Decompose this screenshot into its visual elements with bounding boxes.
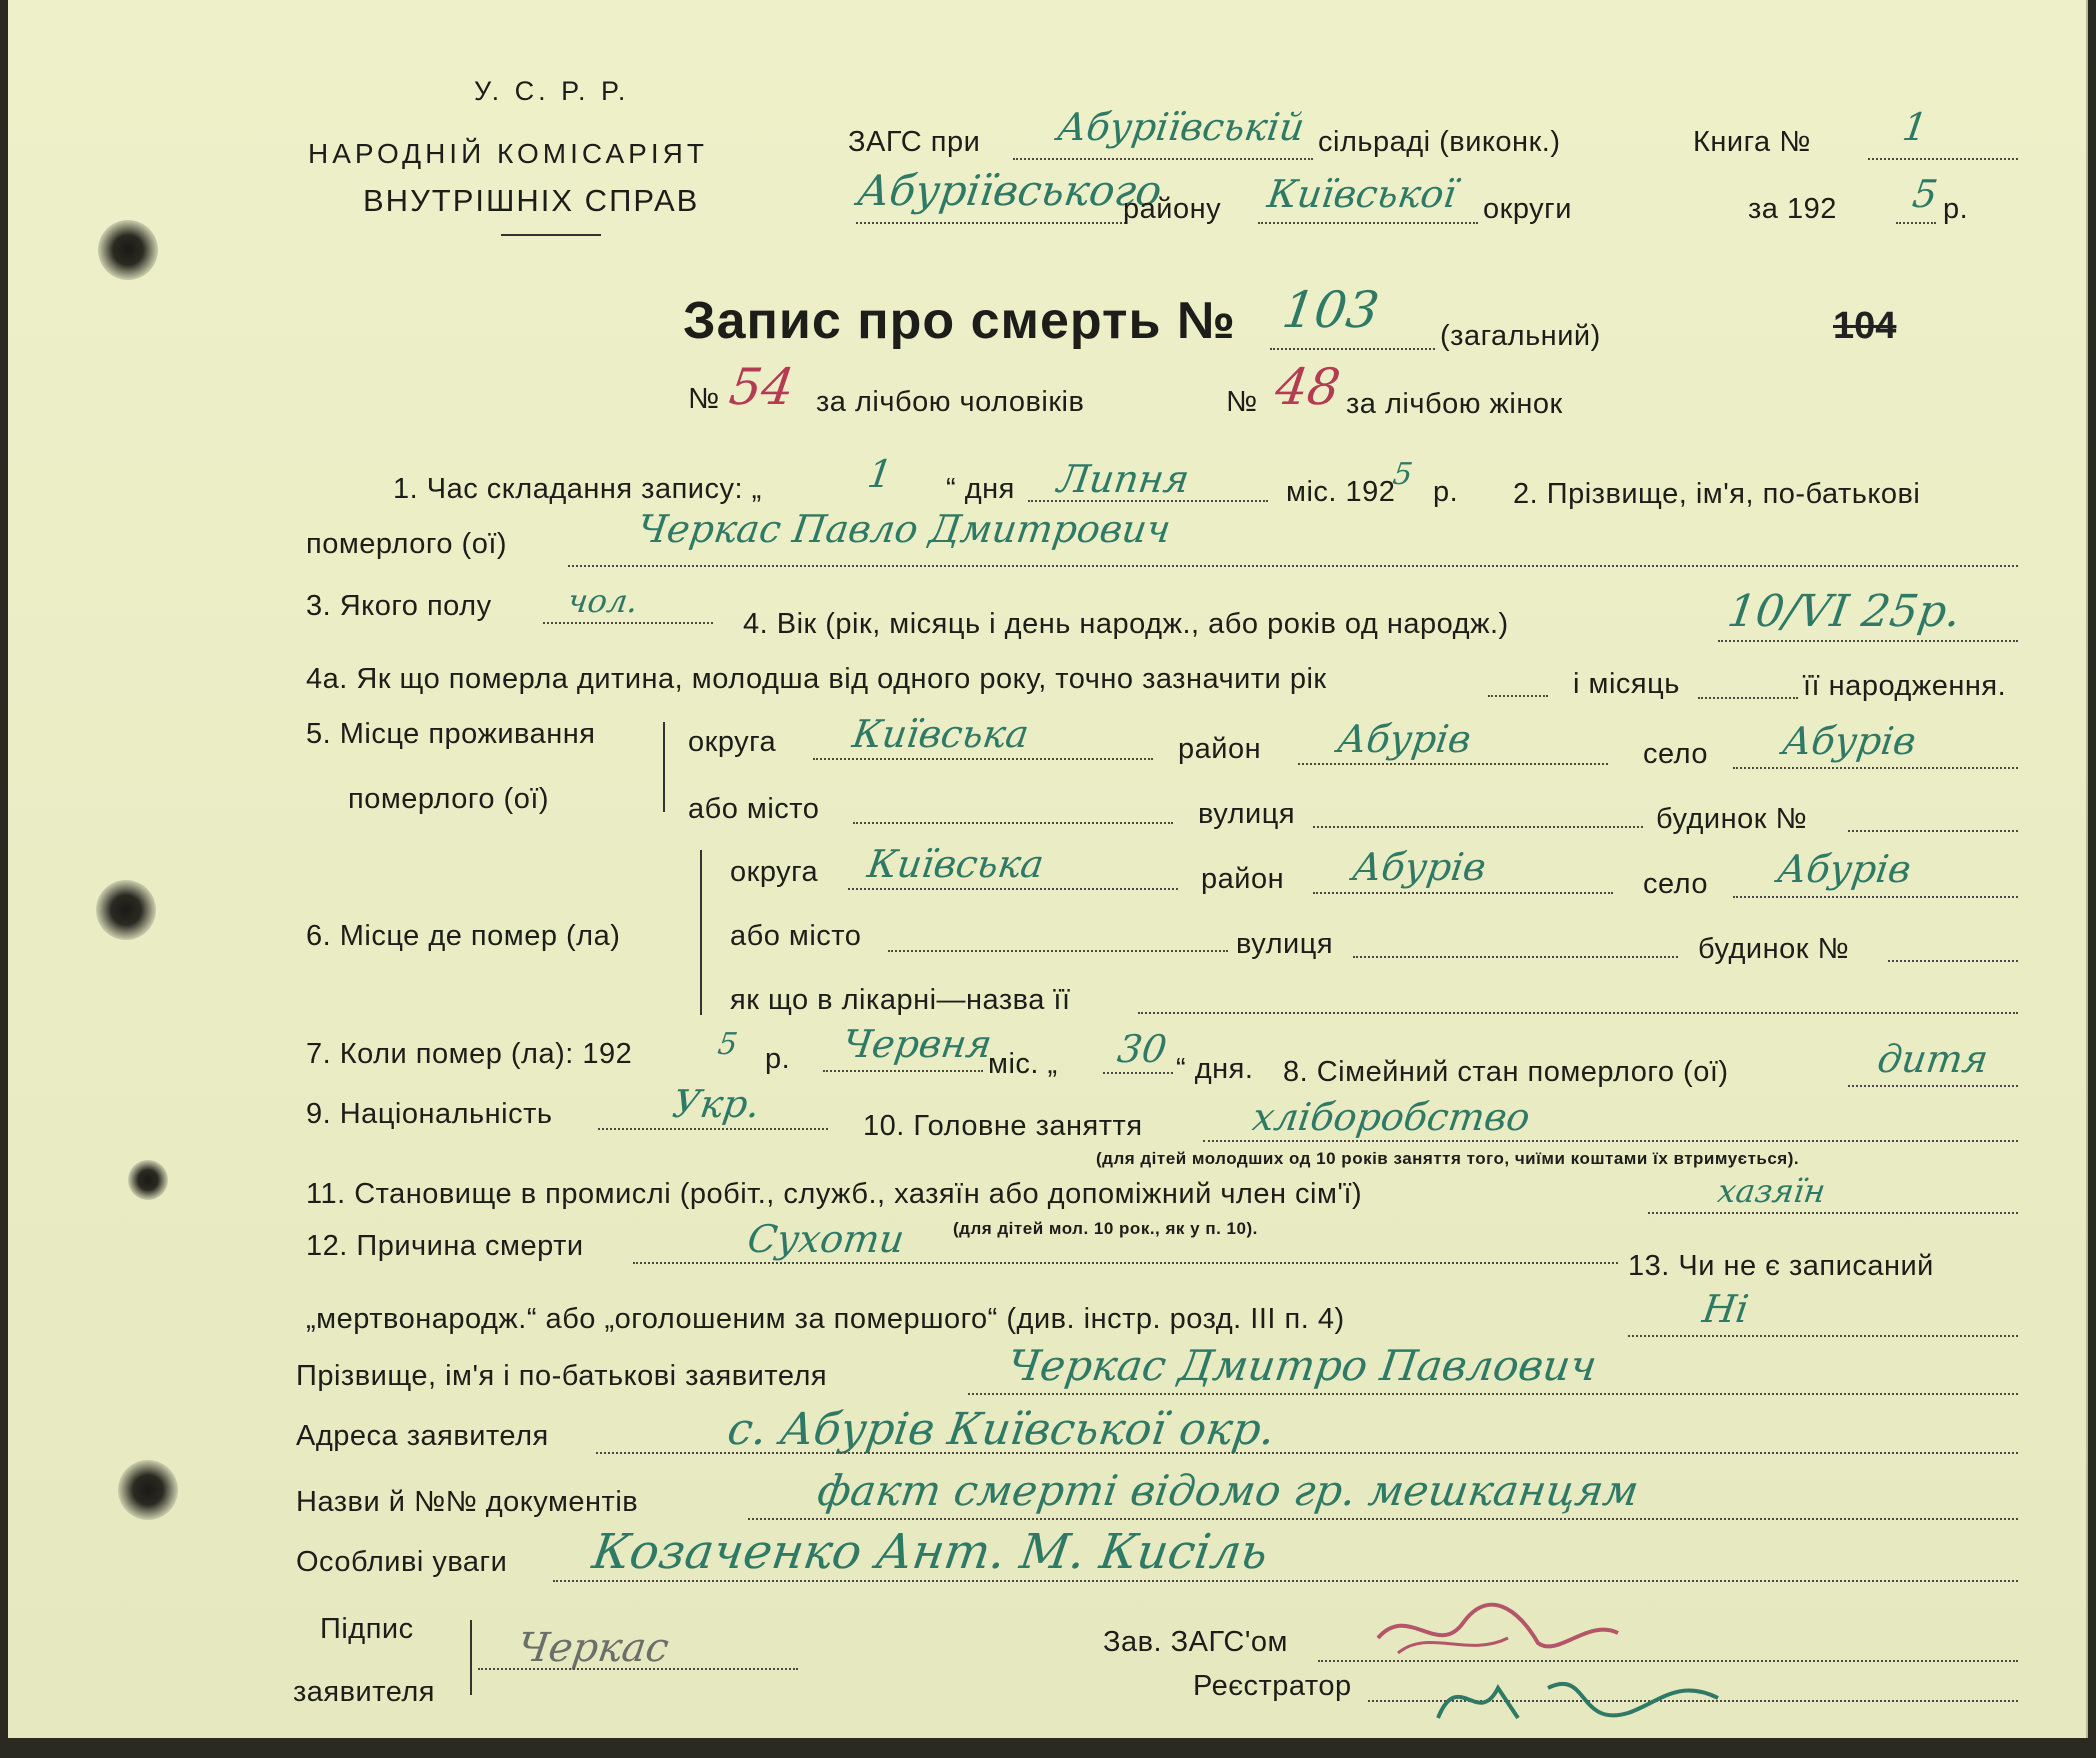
- ministry-line1: НАРОДНІЙ КОМІСАРІЯТ: [308, 138, 708, 169]
- f6-raion: Абурів: [1349, 845, 1489, 889]
- f10-value: хліборобство: [1249, 1095, 1533, 1139]
- f5-label2: померлого (ої): [348, 783, 550, 815]
- registrar-signature: [1428, 1658, 1728, 1738]
- f5-bud-line: [1848, 830, 2018, 832]
- f4-label: 4. Вік (рік, місяць і день народж., або років од народж.): [743, 608, 1509, 640]
- f6-vul-line: [1353, 956, 1678, 958]
- record-title: Запис про смерть №: [683, 292, 1236, 350]
- sign-value: Черкас: [514, 1625, 672, 1671]
- f1-day: 1: [864, 452, 896, 496]
- f2-label: 2. Прізвище, ім'я, по-батькові: [1513, 478, 1921, 510]
- header-divider: [501, 234, 601, 236]
- record-number-line: [1270, 348, 1435, 350]
- f3-line: [543, 622, 713, 624]
- applicant-value: Черкас Дмитро Павлович: [1004, 1341, 1600, 1390]
- f5-bud-label: будинок №: [1656, 803, 1808, 835]
- general-label: (загальний): [1440, 320, 1601, 352]
- f6-bud-line: [1888, 960, 2018, 962]
- zags-value: Абуріївській: [1054, 105, 1308, 149]
- raion-label: району: [1123, 193, 1222, 225]
- book-line: [1868, 158, 2018, 160]
- republic-label: У. С. Р. Р.: [474, 76, 630, 106]
- f12-line: [633, 1262, 1618, 1264]
- f4a-month: і місяць: [1573, 668, 1680, 700]
- f5-okruha-label: округа: [688, 726, 777, 758]
- f2-line: [568, 565, 2018, 567]
- f7-day-suffix: “ дня.: [1176, 1053, 1254, 1085]
- f6-misto-label: або місто: [730, 920, 862, 952]
- f6-bracket: [700, 850, 702, 1015]
- docs-value: факт смерті відомо гр. мешканцям: [814, 1466, 1642, 1515]
- f4-line: [1718, 640, 2018, 642]
- head-label: Зав. ЗАГС'ом: [1103, 1626, 1288, 1658]
- f9-value: Укр.: [669, 1082, 763, 1126]
- book-label: Книга №: [1693, 126, 1811, 158]
- silradi-label: сільраді (виконк.): [1318, 126, 1561, 158]
- f6-vul-label: вулиця: [1236, 928, 1334, 960]
- address-line: [596, 1452, 2018, 1454]
- f4a-month-line: [1698, 697, 1798, 699]
- f13-value: Ні: [1699, 1287, 1752, 1331]
- f6-okruha-label: округа: [730, 856, 819, 888]
- sign-label2: заявителя: [293, 1676, 435, 1708]
- f6-misto-line: [888, 950, 1228, 952]
- f5-label: 5. Місце проживання: [306, 718, 596, 750]
- f7-day: 30: [1114, 1027, 1170, 1071]
- f6-selo-line: [1733, 896, 2018, 898]
- f5-raion: Абурів: [1334, 717, 1474, 761]
- f7-month: Червня: [839, 1022, 995, 1066]
- sign-label1: Підпис: [320, 1613, 414, 1645]
- f6-bud-label: будинок №: [1698, 933, 1850, 965]
- book-value: 1: [1899, 105, 1931, 149]
- f1-month: Липня: [1054, 457, 1192, 501]
- f1-year: 5: [1390, 457, 1415, 492]
- okruhy-label: округи: [1483, 193, 1572, 225]
- f12-label: 12. Причина смерти: [306, 1230, 584, 1262]
- f1-year-suffix: р.: [1433, 476, 1459, 508]
- f11-label: 11. Становище в промислі (робіт., служб., хазяїн або допоміжний член сім'ї): [306, 1178, 1363, 1210]
- f5-vul-label: вулиця: [1198, 798, 1296, 830]
- year-label: за 192: [1748, 193, 1837, 225]
- men-number: 54: [725, 358, 798, 416]
- notes-line: [553, 1580, 2018, 1582]
- applicant-label: Прізвище, ім'я і по-батькові заявителя: [296, 1360, 828, 1392]
- ministry-line2: ВНУТРІШНІХ СПРАВ: [363, 183, 700, 218]
- f1-month-line: [1028, 500, 1268, 502]
- f9-line: [598, 1128, 828, 1130]
- year-suffix: р.: [1943, 193, 1969, 225]
- f9-label: 9. Національність: [306, 1098, 553, 1130]
- f1-year-label: міс. 192: [1286, 476, 1396, 508]
- f5-raion-line: [1298, 763, 1608, 765]
- death-record-form: [8, 0, 2088, 1738]
- address-value: с. Абурів Київської окр.: [724, 1404, 1279, 1455]
- f7-month-line: [823, 1070, 983, 1072]
- f13-line: [1628, 1335, 2018, 1337]
- f6-okruha-line: [848, 888, 1178, 890]
- f5-bracket: [663, 722, 665, 812]
- f2-label2: померлого (ої): [306, 528, 508, 560]
- f6-selo: Абурів: [1774, 847, 1914, 891]
- docs-line: [748, 1518, 2018, 1520]
- women-prefix: №: [1226, 386, 1258, 418]
- f5-okruha: Київська: [849, 712, 1032, 756]
- f7-r: р.: [765, 1043, 791, 1075]
- f6-label: 6. Місце де помер (ла): [306, 920, 621, 952]
- registrar-label: Реєстратор: [1193, 1670, 1352, 1702]
- f5-misto-label: або місто: [688, 793, 820, 825]
- f5-selo: Абурів: [1779, 719, 1919, 763]
- f7-year: 5: [715, 1027, 740, 1062]
- f7-mis: міс. „: [988, 1048, 1058, 1080]
- notes-value: Козаченко Ант. М. Кисіль: [589, 1524, 1272, 1580]
- okruha-value: Київської: [1264, 172, 1459, 216]
- punch-hole: [128, 1160, 168, 1200]
- f2-value: Черкас Павло Дмитрович: [634, 507, 1174, 551]
- women-label: за лічбою жінок: [1346, 388, 1563, 420]
- f10-line: [1203, 1140, 2018, 1142]
- f11-note: (для дітей мол. 10 рок., як у п. 10).: [953, 1219, 1258, 1238]
- f6-hosp-label: як що в лікарні—назва її: [730, 984, 1071, 1016]
- punch-hole: [118, 1460, 178, 1520]
- f5-selo-line: [1733, 767, 2018, 769]
- zags-line: [1013, 158, 1313, 160]
- f4a-label: 4а. Як що померла дитина, молодша від одного року, точно зазначити рік: [306, 663, 1327, 695]
- men-label: за лічбою чоловіків: [816, 386, 1085, 418]
- f3-value: чол.: [565, 582, 641, 620]
- record-number: 103: [1278, 281, 1383, 339]
- f7-day-line: [1103, 1072, 1173, 1074]
- f13-label2: „мертвонародж.“ або „оголошеним за помершого“ (див. інстр. розд. III п. 4): [306, 1303, 1345, 1335]
- struck-number: 104: [1833, 305, 1897, 347]
- f6-okruha: Київська: [864, 842, 1047, 886]
- notes-label: Особливі уваги: [296, 1546, 508, 1578]
- sign-line: [478, 1668, 798, 1670]
- women-number: 48: [1271, 358, 1344, 416]
- f3-label: 3. Якого полу: [306, 590, 492, 622]
- f6-raion-label: район: [1201, 863, 1285, 895]
- f7-label: 7. Коли помер (ла): 192: [306, 1038, 633, 1070]
- f8-value: дитя: [1874, 1037, 1991, 1081]
- f13-label: 13. Чи не є записаний: [1628, 1250, 1934, 1282]
- f4a-end: її народження.: [1803, 670, 2007, 702]
- f11-line: [1648, 1212, 2018, 1214]
- f6-hosp-line: [1138, 1012, 2018, 1014]
- f5-vul-line: [1313, 826, 1643, 828]
- sign-bracket: [470, 1620, 472, 1695]
- punch-hole: [96, 880, 156, 940]
- address-label: Адреса заявителя: [296, 1420, 549, 1452]
- district-value: Абуріївського: [854, 166, 1165, 215]
- f8-line: [1848, 1085, 2018, 1087]
- okruha-line: [1258, 222, 1478, 224]
- district-line: [856, 222, 1126, 224]
- f5-raion-label: район: [1178, 733, 1262, 765]
- f8-label: 8. Сімейний стан померлого (ої): [1283, 1056, 1729, 1088]
- applicant-line: [968, 1393, 2018, 1395]
- f5-misto-line: [853, 822, 1173, 824]
- f10-note: (для дітей молодших од 10 років заняття того, чиїми коштами їх втримується).: [1096, 1149, 1800, 1168]
- f5-okruha-line: [813, 758, 1153, 760]
- f5-selo-label: село: [1643, 738, 1709, 770]
- f1-day-suffix: “ дня: [946, 473, 1015, 505]
- zags-label: ЗАГС при: [848, 126, 981, 158]
- f4a-year-line: [1488, 695, 1548, 697]
- f12-value: Сухоти: [744, 1217, 908, 1261]
- punch-hole: [98, 220, 158, 280]
- f6-selo-label: село: [1643, 868, 1709, 900]
- f4-value: 10/VI 25р.: [1724, 586, 1964, 637]
- f1-label: 1. Час складання запису: „: [393, 473, 762, 505]
- f6-raion-line: [1313, 892, 1613, 894]
- year-line: [1896, 222, 1936, 224]
- year-value: 5: [1909, 172, 1941, 216]
- docs-label: Назви й №№ документів: [296, 1486, 639, 1518]
- f11-value: хазяїн: [1715, 1172, 1828, 1210]
- f10-label: 10. Головне заняття: [863, 1110, 1143, 1142]
- men-prefix: №: [688, 383, 720, 415]
